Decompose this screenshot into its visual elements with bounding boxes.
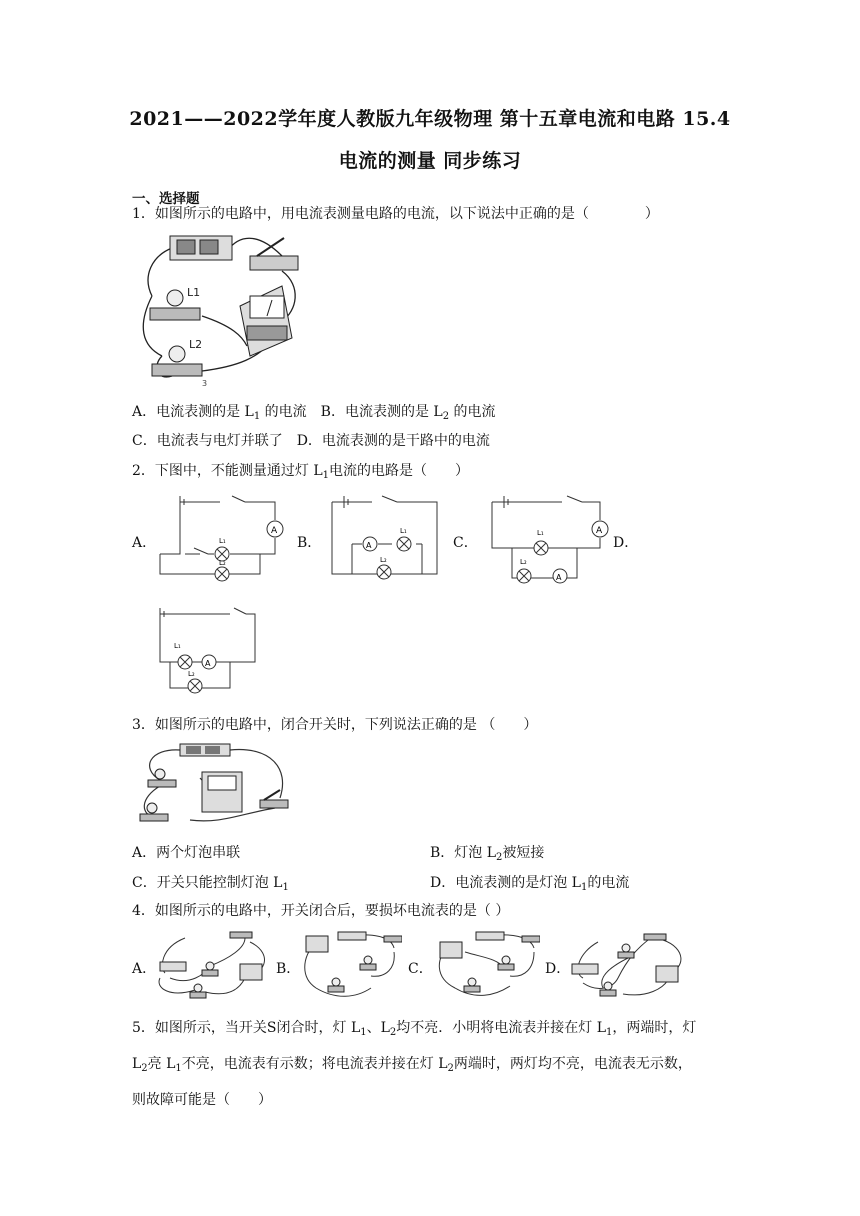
q4-circuit-b (296, 928, 402, 1002)
question-1-stem: 1．如图所示的电路中，用电流表测量电路的电流，以下说法中正确的是（ ） (132, 206, 659, 222)
section-heading: 一、选择题 (132, 191, 200, 207)
q2-label-c: C． (453, 535, 478, 551)
question-1-options-cd: C．电流表与电灯并联了 D．电流表测的是干路中的电流 (132, 433, 490, 449)
page-title-line2: 电流的测量 同步练习 (338, 150, 522, 172)
q2-circuit-b (322, 492, 462, 586)
question-3-option-c: C．开关只能控制灯泡 $L_1$ (132, 875, 289, 893)
q4-label-d: D． (545, 961, 571, 977)
question-1-options-ab: A．电流表测的是 $L_1$ 的电流 B．电流表测的是 $L_2$ 的电流 (132, 404, 496, 422)
svg-text:A: A (205, 659, 211, 668)
question-2-stem: 2．下图中，不能测量通过灯 $L_1$电流的电路是（ ） (132, 463, 470, 481)
question-3-stem: 3．如图所示的电路中，闭合开关时，下列说法正确的是 （ ） (132, 717, 538, 733)
question-3-option-b: B．灯泡 $L_2$被短接 (430, 845, 545, 863)
question-4-stem: 4．如图所示的电路中，开关闭合后，要损坏电流表的是（ ） (132, 903, 510, 919)
question-3-option-d: D．电流表测的是灯泡 $L_1$的电流 (430, 875, 630, 893)
q4-circuit-a (150, 928, 276, 1002)
svg-text:A: A (271, 526, 278, 536)
svg-text:L₁: L₁ (400, 527, 407, 535)
fig1-mark: 3 (202, 379, 208, 388)
q4-label-a: A． (132, 961, 157, 977)
q2-label-a: A． (132, 535, 157, 551)
question-3-figure (130, 738, 290, 832)
question-1-figure (132, 226, 312, 388)
fig1-l1-label: L1 (187, 286, 201, 299)
q2-label-d: D． (613, 535, 639, 551)
svg-text:L₁: L₁ (174, 642, 181, 650)
svg-text:L₂: L₂ (219, 559, 226, 567)
svg-text:L₂: L₂ (380, 556, 387, 564)
fig1-l2-label: L2 (189, 338, 203, 351)
q4-circuit-c (430, 928, 540, 1002)
svg-text:L₁: L₁ (219, 537, 226, 545)
svg-text:L₂: L₂ (520, 558, 527, 566)
q4-label-b: B． (276, 961, 301, 977)
question-3-option-a: A．两个灯泡串联 (132, 845, 241, 861)
q2-circuit-d (150, 604, 270, 694)
svg-text:L₂: L₂ (188, 670, 195, 678)
page-title-line1: 2021——2022学年度人教版九年级物理 第十五章电流和电路 15.4 (129, 108, 731, 130)
q2-label-b: B． (297, 535, 322, 551)
svg-text:A: A (556, 573, 562, 582)
svg-text:L₁: L₁ (537, 529, 544, 537)
q4-circuit-d (568, 928, 688, 1002)
question-5-text: 5．如图所示，当开关S闭合时，灯 $L_1$、$L_2$均不亮．小明将电流表并接在灯 $L_1$，两端时，灯 $L_2$亮 $L_1$不亮，电流表有示数；将电流表并接在灯 $L_2$两端时，两灯均不亮，电流表无示数， 则故障可能是（ ） (132, 1020, 697, 1108)
q4-label-c: C． (408, 961, 433, 977)
svg-text:A: A (366, 541, 372, 550)
svg-text:A: A (596, 526, 603, 536)
q2-circuit-a (150, 492, 290, 586)
q2-circuit-c (482, 492, 622, 586)
